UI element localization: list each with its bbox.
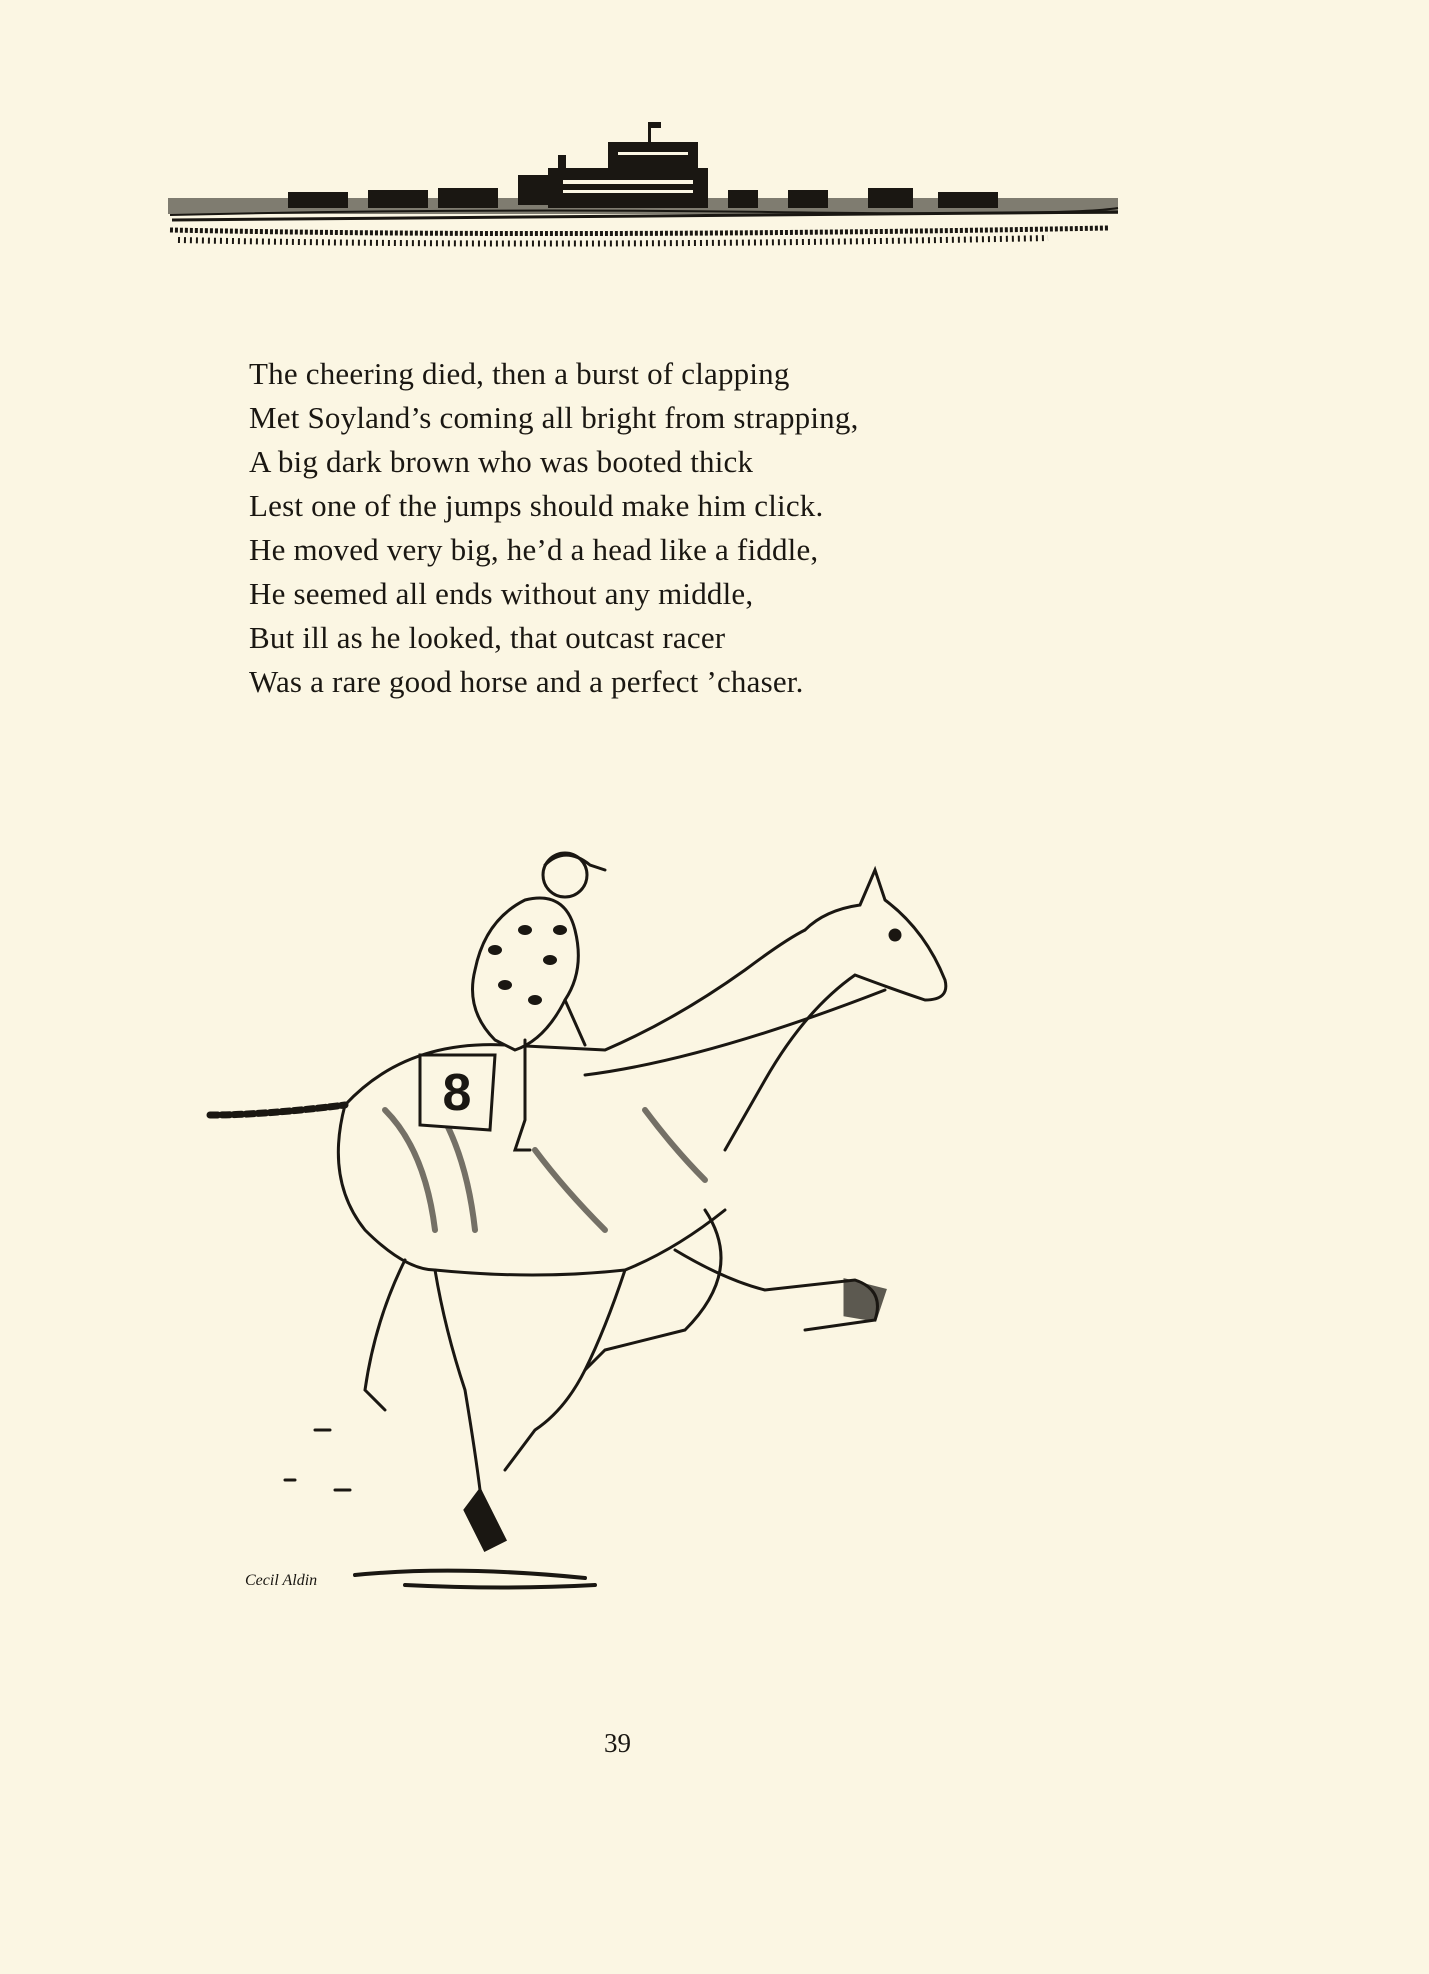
verse-line: Was a rare good horse and a perfect ’chaser. <box>249 664 804 699</box>
verse-line: But ill as he looked, that outcast racer <box>249 620 726 655</box>
verse-line: Met Soyland’s coming all bright from strapping, <box>249 400 859 435</box>
verse-line: The cheering died, then a burst of clapping <box>249 356 790 391</box>
verse-line: Lest one of the jumps should make him click. <box>249 488 824 523</box>
racecourse-grandstand-illustration <box>168 120 1123 290</box>
verse-line: He seemed all ends without any middle, <box>249 576 754 611</box>
poem-stanza <box>249 352 859 704</box>
horse-and-jockey-illustration <box>205 850 1065 1660</box>
verse-line: He moved very big, he’d a head like a fiddle, <box>249 532 819 567</box>
artist-signature: Cecil Aldin <box>245 1572 318 1589</box>
page-number: 39 <box>604 1728 631 1758</box>
verse-line: A big dark brown who was booted thick <box>249 444 754 479</box>
saddlecloth-number: 8 <box>442 1064 472 1122</box>
